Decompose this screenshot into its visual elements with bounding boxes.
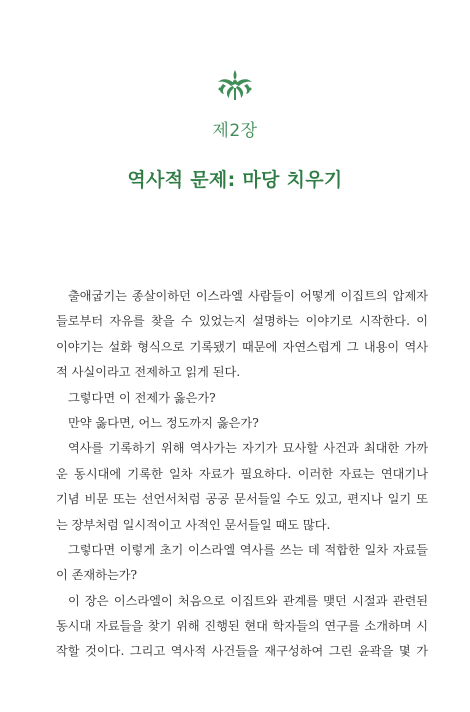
text-line: 출애굽기는 종살이하던 이스라엘 사람들이 어떻게 이집트의 압제자	[68, 289, 428, 303]
text-line: 는 장부처럼 일시적이고 사적인 문서들일 때도 많다.	[56, 517, 331, 532]
text-line: 운 동시대에 기록한 일차 자료가 필요하다. 이러한 자료는 연대기나	[56, 466, 428, 481]
text-line: 적 사실이라고 전제하고 읽게 된다.	[56, 365, 241, 380]
body-text	[56, 284, 428, 665]
text-line: 역사를 기록하기 위해 역사가는 자기가 묘사할 사건과 최대한 가까	[68, 441, 428, 456]
text-line: 동시대 자료들을 찾기 위해 진행된 현대 학자들의 연구를 소개하며 시	[56, 619, 428, 634]
text-line: 그렇다면 이 전제가 옳은가?	[68, 390, 216, 405]
chapter-title: 역사적 문제: 마당 치우기	[127, 169, 343, 191]
text-line: 들로부터 자유를 찾을 수 있었는지 설명하는 이야기로 시작한다. 이	[56, 314, 428, 329]
text-line: 이 존재하는가?	[56, 568, 138, 583]
ornament-icon	[215, 68, 255, 102]
chapter-number: 제2장	[212, 121, 258, 141]
text-line: 이 장은 이스라엘이 처음으로 이집트와 관계를 맺던 시절과 관련된	[68, 593, 428, 608]
text-line: 작할 것이다. 그리고 역사적 사건들을 재구성하여 그린 윤곽을 몇 가	[56, 644, 428, 659]
text-line: 그렇다면 이렇게 초기 이스라엘 역사를 쓰는 데 적합한 일차 자료들	[68, 542, 428, 557]
text-line: 이야기는 설화 형식으로 기록됐기 때문에 자연스럽게 그 내용이 역사	[56, 339, 428, 354]
text-line: 만약 옳다면, 어느 정도까지 옳은가?	[68, 415, 259, 430]
text-line: 기념 비문 또는 선언서처럼 공공 문서들일 수도 있고, 편지나 일기 또	[56, 492, 428, 507]
